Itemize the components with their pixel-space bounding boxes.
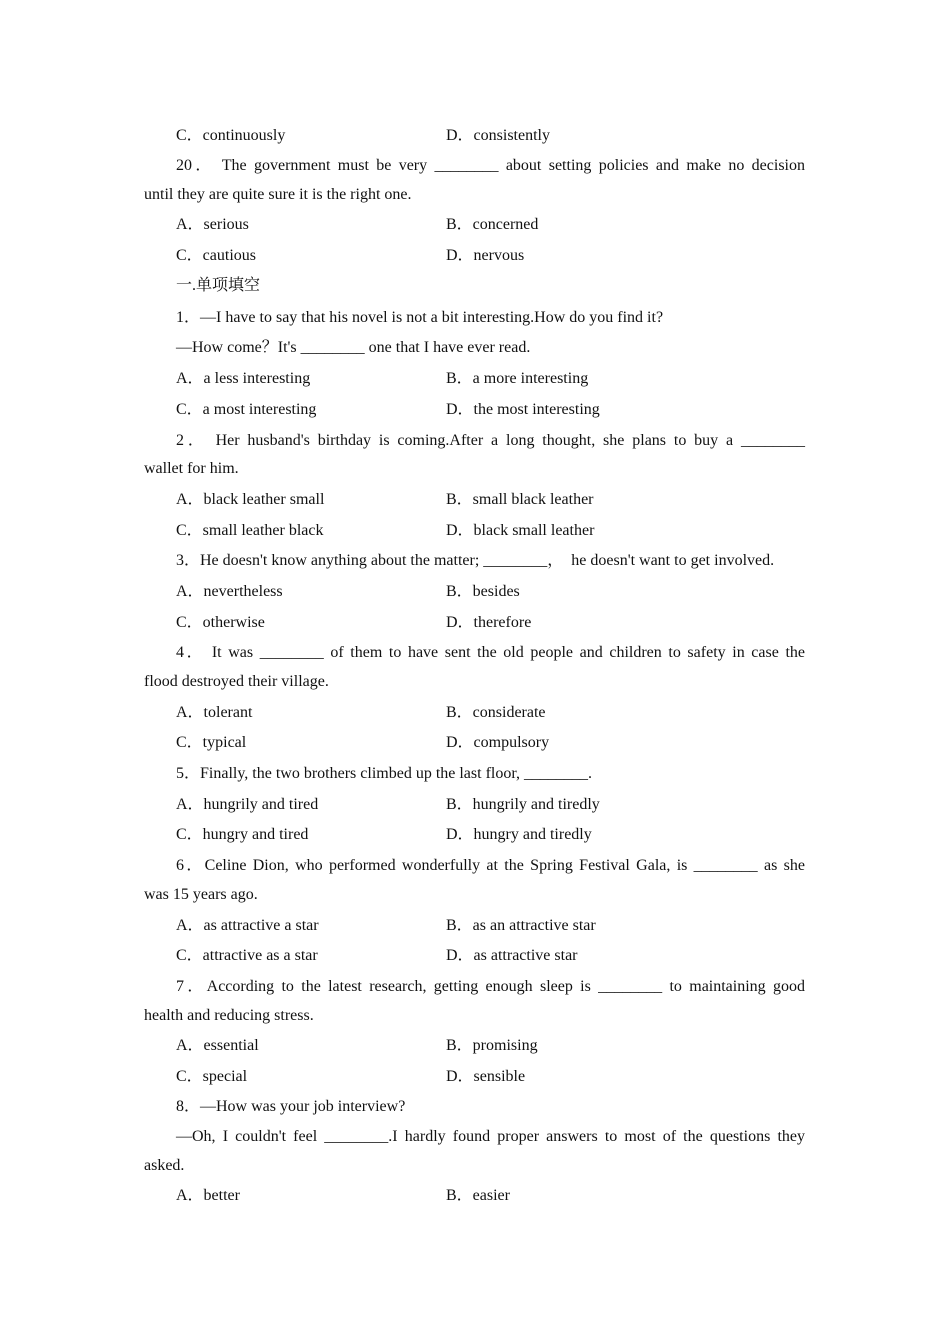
option-c: C．typical (176, 734, 247, 751)
option-c: C．special (176, 1068, 248, 1085)
question-4-stem: 4． It was ________ of them to have sent the old people and children to safety in case the (176, 644, 805, 661)
option-d: D．the most interesting (446, 401, 600, 418)
option-d: D．therefore (446, 614, 532, 631)
option-d: D．consistently (446, 127, 550, 144)
question-2-stem: 2． Her husband's birthday is coming.After a long thought, she plans to buy a ________ (176, 432, 805, 449)
option-b: B．small black leather (446, 491, 594, 508)
option-a: A．serious (176, 216, 249, 233)
option-b: B．as an attractive star (446, 917, 596, 934)
option-d: D．as attractive star (446, 947, 578, 964)
option-d: D．compulsory (446, 734, 550, 751)
question-8-stem: 8．—How was your job interview? (176, 1098, 406, 1115)
option-c: C．cautious (176, 247, 256, 264)
question-20-stem: 20． The government must be very ________ about setting policies and make no decision (176, 157, 805, 174)
option-a: A．a less interesting (176, 370, 311, 387)
question-20-stem-cont: until they are quite sure it is the right one. (144, 186, 412, 203)
option-a: A．nevertheless (176, 583, 283, 600)
question-3-stem: 3．He doesn't know anything about the matter; ________， he doesn't want to get involved. (176, 552, 775, 569)
option-c: C．attractive as a star (176, 947, 318, 964)
question-7-stem: 7．According to the latest research, getting enough sleep is ________ to maintaining good (176, 978, 805, 995)
option-a: A．black leather small (176, 491, 325, 508)
option-a: A．better (176, 1187, 240, 1204)
option-a: A．essential (176, 1037, 259, 1054)
option-a: A．as attractive a star (176, 917, 319, 934)
question-2-stem-cont: wallet for him. (144, 460, 239, 477)
option-a: A．hungrily and tired (176, 796, 319, 813)
question-5-stem: 5．Finally, the two brothers climbed up the last floor, ________. (176, 765, 593, 782)
option-c: C．continuously (176, 127, 286, 144)
option-b: B．considerate (446, 704, 546, 721)
option-c: C．a most interesting (176, 401, 317, 418)
option-b: B．concerned (446, 216, 539, 233)
option-d: D．sensible (446, 1068, 526, 1085)
question-7-stem-cont: health and reducing stress. (144, 1007, 314, 1024)
option-d: D．hungry and tiredly (446, 826, 592, 843)
question-6-stem: 6．Celine Dion, who performed wonderfully at the Spring Festival Gala, is ________ as she (176, 857, 805, 874)
option-b: B．hungrily and tiredly (446, 796, 600, 813)
question-8-reply: —Oh, I couldn't feel ________.I hardly found proper answers to most of the questions they (176, 1128, 805, 1145)
question-1-reply: —How come？It's ________ one that I have ever read. (176, 339, 531, 356)
option-c: C．otherwise (176, 614, 265, 631)
question-1-stem: 1．—I have to say that his novel is not a bit interesting.How do you find it? (176, 309, 664, 326)
question-8-reply-cont: asked. (144, 1157, 185, 1174)
section-title: 一.单项填空 (176, 277, 261, 294)
option-d: D．black small leather (446, 522, 595, 539)
option-a: A．tolerant (176, 704, 253, 721)
option-b: B．promising (446, 1037, 538, 1054)
option-b: B．easier (446, 1187, 510, 1204)
question-6-stem-cont: was 15 years ago. (144, 886, 258, 903)
option-b: B．besides (446, 583, 520, 600)
option-c: C．small leather black (176, 522, 324, 539)
option-d: D．nervous (446, 247, 525, 264)
question-4-stem-cont: flood destroyed their village. (144, 673, 329, 690)
option-c: C．hungry and tired (176, 826, 309, 843)
option-b: B．a more interesting (446, 370, 589, 387)
